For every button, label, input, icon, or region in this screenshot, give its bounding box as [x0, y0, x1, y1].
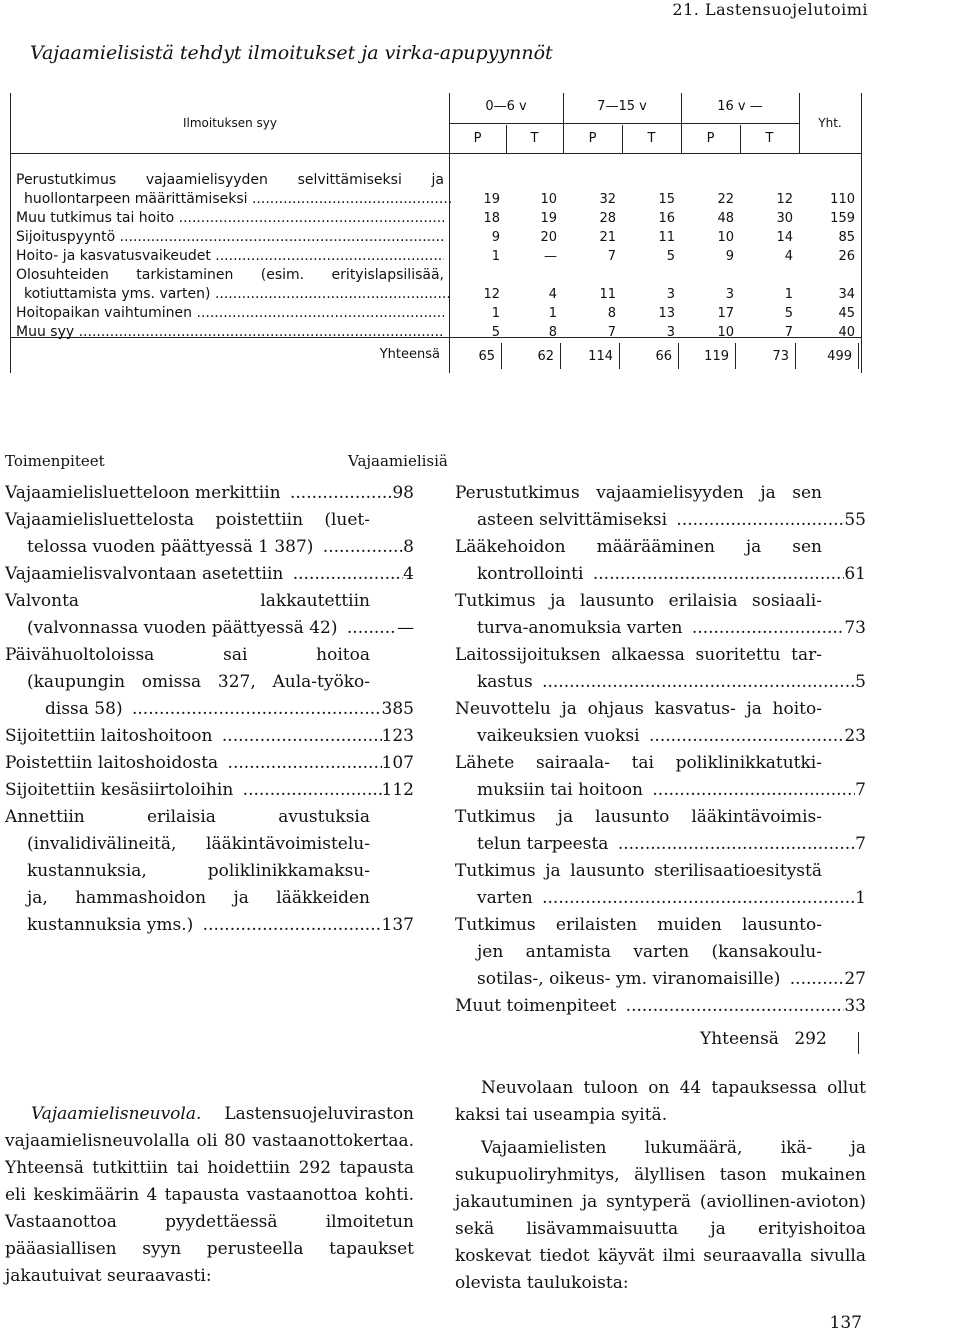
measure-label: Tutkimus ja lausunto sterilisaatioesitystä — [455, 861, 822, 881]
measure-label: kustannuksia, poliklinikkamaksu- — [27, 861, 370, 881]
total-divider — [501, 343, 502, 369]
total-cell: 62 — [537, 349, 554, 364]
table-cell: 32 — [599, 192, 616, 207]
table-cell: 16 — [658, 211, 675, 226]
measure-value: 8 — [403, 534, 414, 561]
table-cell: 3 — [725, 287, 734, 302]
row-header: Ilmoituksen syy — [182, 116, 277, 130]
measure-label — [455, 777, 866, 804]
dot-leader — [687, 618, 867, 638]
row-label: Muu tutkimus tai hoito ..... — [16, 209, 444, 228]
age-group-header: 7—15 v — [597, 99, 647, 114]
measure-label: Annettiin erilaisia avustuksia — [5, 807, 370, 827]
measure-label — [5, 912, 414, 939]
table-cell: 85 — [838, 230, 855, 245]
row-label: Olosuhteiden tarkistaminen (esim. erityislapsilisää, — [16, 267, 444, 283]
measure-label: Valvonta lakkautettiin — [5, 591, 370, 611]
measure-label-text: varten — [477, 888, 537, 908]
table-cell: 3 — [666, 325, 675, 340]
measure-label-text: asteen selvittämiseksi — [477, 510, 671, 530]
age-group-header: 0—6 v — [485, 99, 527, 114]
table-cell: 10 — [717, 230, 734, 245]
measure-entry — [5, 507, 414, 561]
measure-entry — [455, 480, 866, 534]
table-cell: 22 — [717, 192, 734, 207]
total-rule — [858, 1032, 859, 1054]
table-cell: 19 — [540, 211, 557, 226]
row-label: Sijoituspyyntö ..... — [16, 228, 444, 247]
page-number: 137 — [829, 1313, 862, 1333]
measure-value: 55 — [844, 507, 866, 534]
measure-value: 27 — [844, 966, 866, 993]
measure-entry — [5, 642, 414, 723]
table-cell: 159 — [830, 211, 855, 226]
measure-label-text: telossa vuoden päättyessä 1 387) — [27, 537, 317, 557]
measure-entry — [455, 696, 866, 750]
measure-label: Perustutkimus vajaamielisyyden ja sen — [455, 483, 822, 503]
measure-label-text: Sijoitettiin laitoshoitoon — [5, 726, 216, 746]
measure-label-text: dissa 58) — [45, 699, 127, 719]
sub-header: T — [765, 131, 774, 146]
measure-label-text: Muut toimenpiteet — [455, 996, 620, 1016]
measure-label — [455, 615, 866, 642]
measure-value: 1 — [855, 885, 866, 912]
measure-entry — [455, 588, 866, 642]
total-divider — [795, 343, 796, 369]
measure-label — [5, 561, 414, 588]
measure-label: Tutkimus ja lausunto lääkintävoimis- — [455, 807, 822, 827]
measure-value: 98 — [392, 480, 414, 507]
section-title: Vajaamielisistä tehdyt ilmoitukset ja virka-apupyynnöt — [30, 42, 553, 64]
measure-label: Tutkimus erilaisten muiden lausunto- — [455, 915, 822, 935]
right-paragraph-2: Vajaamielisten lukumäärä, ikä- ja sukupuoliryhmitys, älyllisen tason mukainen jakautuminen ja syntyperä (aviollinen-avioton) sekä lisävammaisuutta ja erityishoitoa koskevat tiedot käyvät ilmi seuraavalla sivulla olevista taulukoista: — [455, 1138, 866, 1293]
measure-label: Neuvottelu ja ohjaus kasvatus- ja hoito- — [455, 699, 822, 719]
measure-label — [455, 993, 866, 1020]
table-cell: 9 — [725, 249, 734, 264]
table-cell: 8 — [607, 306, 616, 321]
total-col-header: Yht. — [818, 116, 842, 130]
measure-label-text: kustannuksia yms.) — [27, 915, 197, 935]
row-label: huollontarpeen määrittämiseksi ..... — [24, 190, 452, 209]
measure-entry — [455, 804, 866, 858]
total-divider — [560, 343, 561, 369]
measure-entry — [455, 750, 866, 804]
measure-entry — [5, 777, 414, 804]
measure-entry — [5, 804, 414, 939]
dot-leader — [644, 726, 866, 746]
measure-label — [455, 966, 866, 993]
measures-total — [700, 1029, 827, 1049]
row-label: Muu syy ..... — [16, 323, 444, 342]
row-label: Perustutkimus vajaamielisyyden selvittämiseksi ja — [16, 172, 444, 188]
sub-header: P — [706, 131, 715, 146]
measure-value: 123 — [382, 723, 414, 750]
total-divider — [619, 343, 620, 369]
measure-label-text: sotilas-, oikeus- ym. viranomaisille) — [477, 969, 784, 989]
measure-entry — [455, 912, 866, 993]
paragraph-text: Lastensuojeluviraston vajaamielisneuvolalla oli 80 vastaanottokertaa. Yhteensä tutkittiin tai hoidettiin 292 tapausta eli keskimäärin 4 tapausta vastaanottoa kohti. Vastaanottoa pyydettäessä ilmoitetun pääasiallisen syyn perusteella tapaukset jakautuivat seuraavasti: — [5, 1104, 414, 1286]
measure-value: 112 — [382, 777, 414, 804]
measure-entry — [5, 480, 414, 507]
measures-total-label: Yhteensä — [700, 1029, 779, 1049]
table-cell: — — [544, 249, 557, 264]
table-cell: 110 — [830, 192, 855, 207]
total-cell: 65 — [478, 349, 495, 364]
measure-entry — [5, 750, 414, 777]
measure-label-text: kontrollointi — [477, 564, 587, 584]
row-label: kotiuttamista yms. varten) ..... — [24, 285, 452, 304]
table-cell: 18 — [483, 211, 500, 226]
table-cell: 10 — [717, 325, 734, 340]
measure-label — [455, 723, 866, 750]
measures-list-right — [455, 480, 866, 1020]
total-cell: 499 — [827, 349, 852, 364]
table-cell: 1 — [548, 306, 557, 321]
measure-label-text: turva-anomuksia varten — [477, 618, 687, 638]
measure-label — [5, 696, 414, 723]
table-cell: 7 — [607, 325, 616, 340]
age-group-header: 16 v — — [717, 99, 763, 114]
sub-header: T — [530, 131, 539, 146]
measure-label — [455, 561, 866, 588]
row-label: Hoitopaikan vaihtuminen ..... — [16, 304, 444, 323]
measure-label-text: kastus — [477, 672, 537, 692]
measure-label: Laitossijoituksen alkaessa suoritettu tar- — [455, 645, 822, 665]
sub-header: P — [473, 131, 482, 146]
table-cell: 4 — [784, 249, 793, 264]
table-cell: 5 — [491, 325, 500, 340]
table-cell: 11 — [658, 230, 675, 245]
measures-count-header: Vajaamielisiä — [348, 452, 448, 470]
dot-leader — [671, 510, 866, 530]
measure-label: (kaupungin omissa 327, Aula-työko- — [27, 672, 370, 692]
table-cell: 12 — [483, 287, 500, 302]
measure-entry — [5, 561, 414, 588]
measure-entry — [455, 534, 866, 588]
measures-header: Toimenpiteet — [5, 452, 105, 470]
measure-label — [5, 534, 414, 561]
measure-label-text: Sijoitettiin kesäsiirtoloihin — [5, 780, 237, 800]
measure-entry — [455, 642, 866, 696]
table-cell: 7 — [607, 249, 616, 264]
measure-label: Lääkehoidon määrääminen ja sen — [455, 537, 822, 557]
table-cell: 5 — [784, 306, 793, 321]
table-cell: 48 — [717, 211, 734, 226]
measure-label — [5, 480, 414, 507]
measure-value: 385 — [382, 696, 414, 723]
total-cell: 73 — [772, 349, 789, 364]
dot-leader — [612, 834, 866, 854]
total-cell: 119 — [704, 349, 729, 364]
total-divider — [858, 343, 859, 369]
table-cell: 34 — [838, 287, 855, 302]
total-cell: 66 — [655, 349, 672, 364]
measure-label: jen antamista varten (kansakoulu- — [477, 942, 822, 962]
row-label: Hoito- ja kasvatusvaikeudet ..... — [16, 247, 444, 266]
table-cell: 21 — [599, 230, 616, 245]
measure-label: Lähete sairaala- tai poliklinikkatutki- — [455, 753, 822, 773]
dot-leader — [647, 780, 866, 800]
reports-table — [10, 93, 862, 373]
table-cell: 13 — [658, 306, 675, 321]
measure-label: (invalidivälineitä, lääkintävoimistelu- — [27, 834, 370, 854]
measure-value: 5 — [855, 669, 866, 696]
measure-label-text: Vajaamielisluetteloon merkittiin — [5, 483, 285, 503]
measure-label — [5, 777, 414, 804]
table-cell: 45 — [838, 306, 855, 321]
measure-value: 73 — [844, 615, 866, 642]
dot-leader — [620, 996, 866, 1016]
table-cell: 1 — [491, 249, 500, 264]
table-cell: 17 — [717, 306, 734, 321]
dot-leader — [587, 564, 866, 584]
table-cell: 9 — [491, 230, 500, 245]
table-cell: 1 — [491, 306, 500, 321]
measure-value: 4 — [403, 561, 414, 588]
measure-label — [455, 831, 866, 858]
right-paragraphs — [455, 1075, 866, 1297]
measure-label — [455, 507, 866, 534]
measure-label — [455, 669, 866, 696]
dot-leader — [287, 564, 414, 584]
right-paragraph-1: Neuvolaan tuloon on 44 tapauksessa ollut kaksi tai useampia syitä. — [455, 1078, 866, 1125]
table-cell: 20 — [540, 230, 557, 245]
total-cell: 114 — [588, 349, 613, 364]
measure-entry — [455, 858, 866, 912]
sub-header: P — [588, 131, 597, 146]
total-divider — [735, 343, 736, 369]
left-paragraph — [5, 1101, 414, 1290]
measure-entry — [5, 723, 414, 750]
table-cell: 11 — [599, 287, 616, 302]
table-cell: 1 — [784, 287, 793, 302]
measure-entry — [5, 588, 414, 642]
dot-leader — [317, 537, 414, 557]
table-cell: 28 — [599, 211, 616, 226]
table-cell: 19 — [483, 192, 500, 207]
measure-entry — [455, 993, 866, 1020]
measure-value: 7 — [855, 831, 866, 858]
dot-leader — [127, 699, 414, 719]
measure-label: Vajaamielisluettelosta poistettiin (luet- — [5, 510, 370, 530]
measure-label: ja, hammashoidon ja lääkkeiden — [27, 888, 370, 908]
measure-label-text: muksiin tai hoitoon — [477, 780, 647, 800]
measure-label-text: (valvonnassa vuoden päättyessä 42) — [27, 618, 341, 638]
measure-label — [5, 750, 414, 777]
table-cell: 15 — [658, 192, 675, 207]
measure-value: — — [397, 615, 414, 642]
measure-value: 7 — [855, 777, 866, 804]
measure-value: 137 — [382, 912, 414, 939]
measure-label-text: Poistettiin laitoshoidosta — [5, 753, 222, 773]
table-cell: 8 — [548, 325, 557, 340]
total-divider — [678, 343, 679, 369]
table-cell: 3 — [666, 287, 675, 302]
measure-value: 33 — [844, 993, 866, 1020]
table-cell: 7 — [784, 325, 793, 340]
measure-label — [5, 723, 414, 750]
measure-label — [5, 615, 414, 642]
total-label: Yhteensä — [379, 347, 440, 362]
measure-label-text: vaikeuksien vuoksi — [477, 726, 644, 746]
measures-list-left — [5, 480, 414, 939]
measures-total-value: 292 — [794, 1029, 827, 1049]
table-cell: 26 — [838, 249, 855, 264]
table-cell: 14 — [776, 230, 793, 245]
measure-label-text: telun tarpeesta — [477, 834, 612, 854]
table-cell: 30 — [776, 211, 793, 226]
table-cell: 4 — [548, 287, 557, 302]
dot-leader — [537, 888, 866, 908]
dot-leader — [537, 672, 866, 692]
table-cell: 12 — [776, 192, 793, 207]
measure-value: 23 — [844, 723, 866, 750]
sub-header: T — [647, 131, 656, 146]
measure-label: Tutkimus ja lausunto erilaisia sosiaali- — [455, 591, 822, 611]
measure-label: Päivähuoltoloissa sai hoitoa — [5, 645, 370, 665]
measure-value: 61 — [844, 561, 866, 588]
measure-label — [455, 885, 866, 912]
paragraph-lead: Vajaamielisneuvola. — [31, 1104, 202, 1124]
measure-value: 107 — [382, 750, 414, 777]
running-head: 21. Lastensuojelutoimi — [672, 0, 868, 19]
table-cell: 5 — [666, 249, 675, 264]
measure-label-text: Vajaamielisvalvontaan asetettiin — [5, 564, 287, 584]
table-cell: 10 — [540, 192, 557, 207]
table-cell: 40 — [838, 325, 855, 340]
